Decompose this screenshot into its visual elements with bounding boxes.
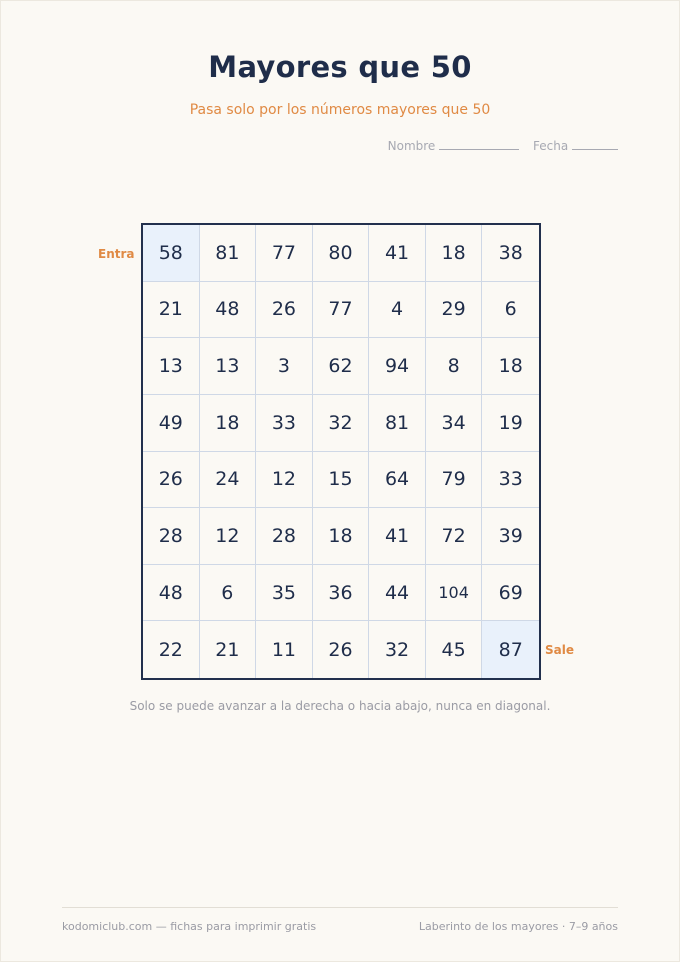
number-maze-grid	[141, 223, 541, 680]
maze-cell[interactable]: 12	[256, 452, 313, 509]
maze-cell[interactable]: 39	[482, 508, 539, 565]
maze-cell[interactable]: 33	[482, 452, 539, 509]
maze-cell[interactable]: 28	[143, 508, 200, 565]
maze-cell[interactable]: 18	[200, 395, 257, 452]
maze-cell[interactable]: 28	[256, 508, 313, 565]
maze-cell[interactable]: 13	[143, 338, 200, 395]
maze-cell[interactable]: 81	[369, 395, 426, 452]
page-subtitle: Pasa solo por los números mayores que 50	[189, 102, 491, 118]
maze-cell[interactable]: 22	[143, 621, 200, 678]
page-title: Mayores que 50	[208, 50, 472, 84]
footer-worksheet-info: Laberinto de los mayores · 7–9 años	[418, 920, 618, 933]
maze-cell[interactable]: 29	[426, 282, 483, 339]
maze-cell[interactable]: 69	[482, 565, 539, 622]
footer-site-text: kodomiclub.com — fichas para imprimir gratis	[62, 920, 317, 933]
entry-label: Entra	[98, 247, 135, 261]
maze-cell[interactable]: 41	[369, 225, 426, 282]
maze-cell[interactable]: 26	[313, 621, 370, 678]
name-date-fields	[388, 139, 618, 153]
maze-cell[interactable]: 32	[313, 395, 370, 452]
maze-cell[interactable]: 35	[256, 565, 313, 622]
maze-cell[interactable]: 87	[482, 621, 539, 678]
maze-cell[interactable]: 33	[256, 395, 313, 452]
maze-cell[interactable]: 32	[369, 621, 426, 678]
maze-cell[interactable]: 8	[426, 338, 483, 395]
maze-cell[interactable]: 45	[426, 621, 483, 678]
maze-cell[interactable]: 19	[482, 395, 539, 452]
maze-cell[interactable]: 12	[200, 508, 257, 565]
maze-cell[interactable]: 18	[426, 225, 483, 282]
date-label: Fecha	[532, 139, 569, 153]
maze-cell[interactable]: 6	[482, 282, 539, 339]
maze-cell[interactable]: 77	[313, 282, 370, 339]
maze-cell[interactable]: 94	[369, 338, 426, 395]
maze-cell[interactable]: 44	[369, 565, 426, 622]
instruction-note: Solo se puede avanzar a la derecha o hacia abajo, nunca en diagonal.	[129, 699, 551, 713]
maze-cell[interactable]: 79	[426, 452, 483, 509]
maze-cell[interactable]: 15	[313, 452, 370, 509]
maze-cell[interactable]: 4	[369, 282, 426, 339]
maze-cell[interactable]: 48	[143, 565, 200, 622]
maze-cell[interactable]: 104	[426, 565, 483, 622]
name-label: Nombre	[387, 139, 436, 153]
maze-cell[interactable]: 3	[256, 338, 313, 395]
maze-cell[interactable]: 72	[426, 508, 483, 565]
maze-cell[interactable]: 81	[200, 225, 257, 282]
exit-label: Sale	[545, 643, 574, 657]
maze-cell[interactable]: 80	[313, 225, 370, 282]
maze-cell[interactable]: 36	[313, 565, 370, 622]
maze-cell[interactable]: 77	[256, 225, 313, 282]
maze-cell[interactable]: 41	[369, 508, 426, 565]
name-blank-line[interactable]	[439, 139, 519, 150]
maze-cell[interactable]: 48	[200, 282, 257, 339]
maze-cell[interactable]: 24	[200, 452, 257, 509]
maze-cell[interactable]: 34	[426, 395, 483, 452]
maze-cell[interactable]: 26	[143, 452, 200, 509]
maze-cell[interactable]: 64	[369, 452, 426, 509]
maze-cell[interactable]: 49	[143, 395, 200, 452]
maze-cell[interactable]: 38	[482, 225, 539, 282]
maze-cell[interactable]: 11	[256, 621, 313, 678]
maze-cell[interactable]: 21	[200, 621, 257, 678]
footer-divider	[62, 907, 618, 908]
maze-cell[interactable]: 6	[200, 565, 257, 622]
maze-cell[interactable]: 21	[143, 282, 200, 339]
maze-cell[interactable]: 26	[256, 282, 313, 339]
maze-cell[interactable]: 13	[200, 338, 257, 395]
maze-cell[interactable]: 18	[482, 338, 539, 395]
maze-cell[interactable]: 58	[143, 225, 200, 282]
maze-cell[interactable]: 18	[313, 508, 370, 565]
date-blank-line[interactable]	[572, 139, 618, 150]
maze-cell[interactable]: 62	[313, 338, 370, 395]
